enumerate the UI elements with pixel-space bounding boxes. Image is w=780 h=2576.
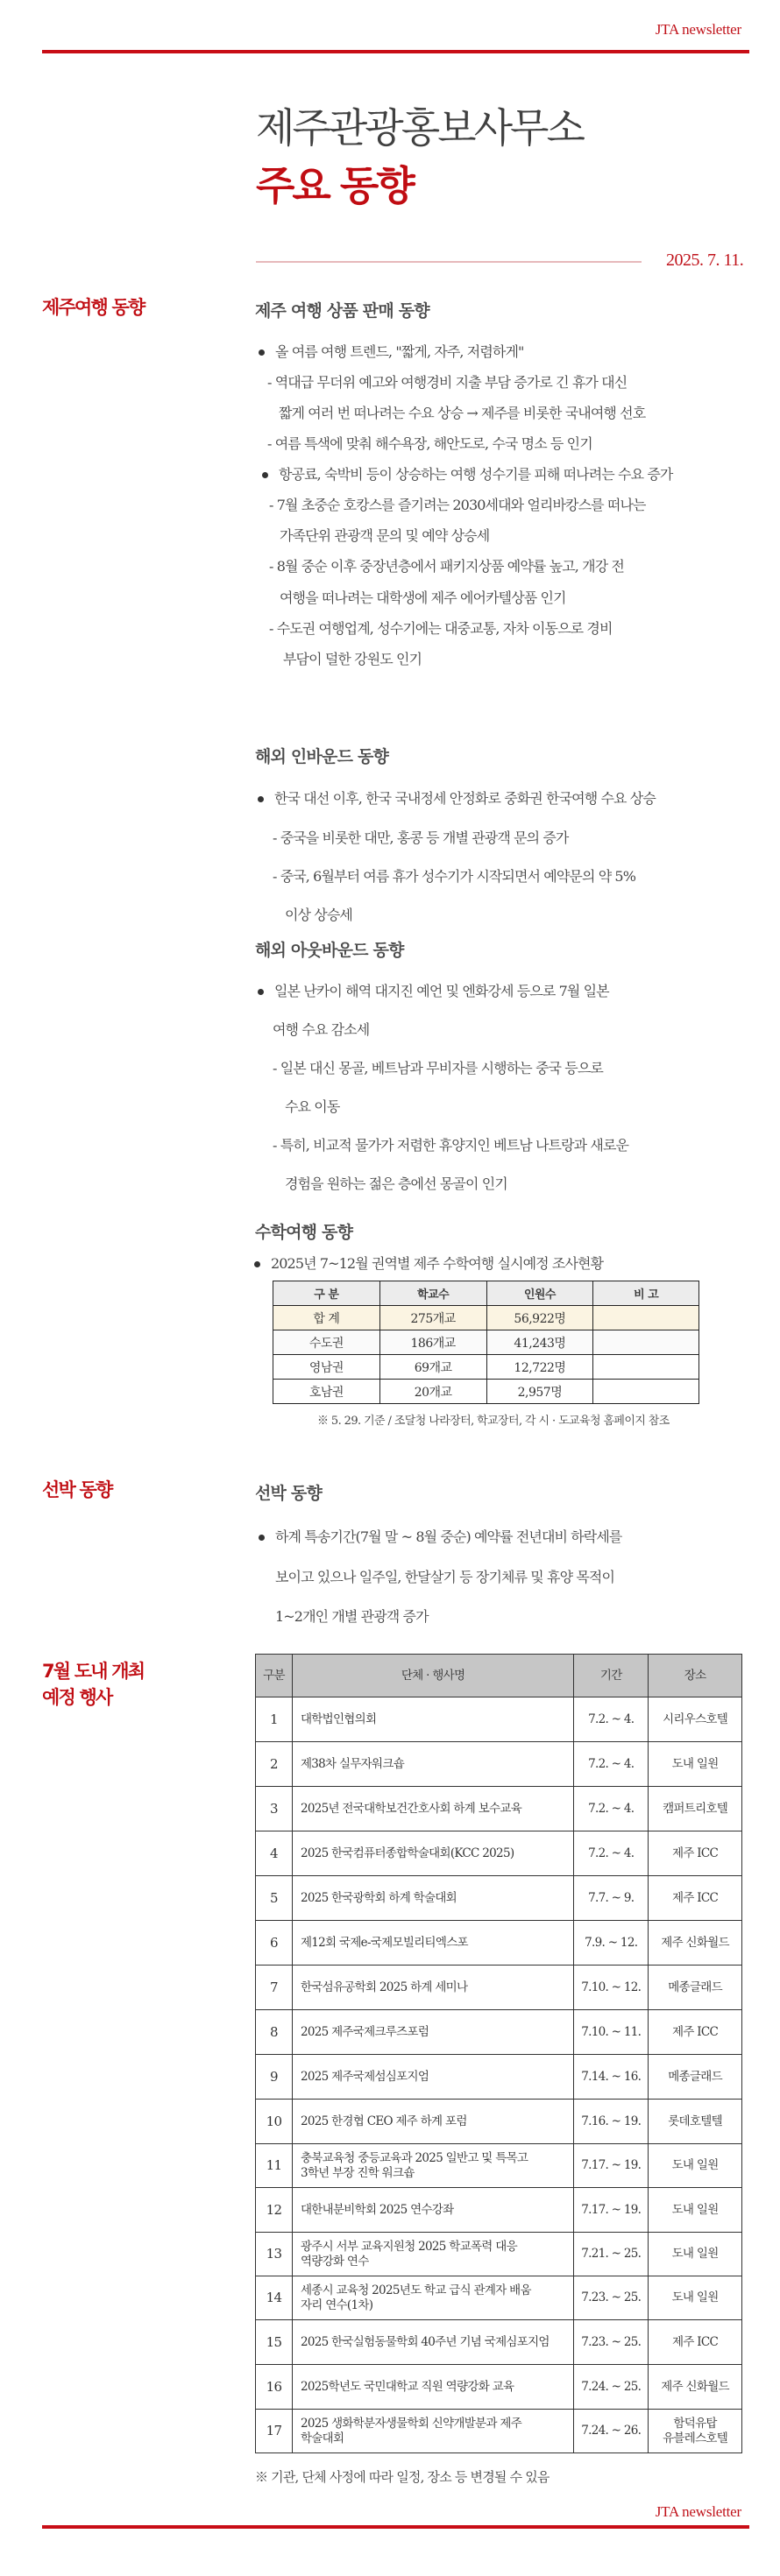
event-period: 7.17. ~ 19. [574,2188,649,2233]
event-number: 5 [256,1876,293,1921]
dash-line: - 중국을 비롯한 대만, 홍콩 등 개별 관광객 문의 증가 [273,829,569,846]
event-name-line1: 2025년 전국대학보건간호사회 하계 보수교육 [300,1801,522,1816]
event-name-line1: 광주시 서부 교육지원청 2025 학교폭력 대응 [300,2239,517,2254]
event-name [292,1697,573,1742]
table-row [256,2365,742,2410]
column-header-period: 기간 [574,1655,649,1697]
table-row [256,2410,742,2453]
event-number: 1 [256,1697,293,1742]
table-cell: 41,243명 [486,1330,593,1355]
dash-line: - 일본 대신 몽골, 베트남과 무비자를 시행하는 중국 등으로 [273,1060,603,1076]
table-cell: 2,957명 [486,1380,593,1404]
table-cell: 12,722명 [486,1355,593,1380]
event-name-line1: 2025 제주국제크루즈포럼 [300,2024,429,2039]
event-place-line1: 메종글래드 [668,1980,722,1994]
table-cell: 56,922명 [486,1306,593,1330]
table-row [256,2144,742,2188]
event-place [649,2233,742,2276]
event-place-line1: 도내 일원 [671,2202,719,2217]
event-number: 12 [256,2188,293,2233]
event-number: 8 [256,2010,293,2055]
event-place [649,1921,742,1966]
table-row [256,2233,742,2276]
table-cell [593,1380,699,1404]
event-place [649,2410,742,2453]
continuation-line: 가족단위 관광객 문의 및 예약 상승세 [280,527,490,544]
event-name-line1: 한국섬유공학회 2025 하계 세미나 [300,1980,468,1994]
event-number: 17 [256,2410,293,2453]
continuation-line: 보이고 있으나 일주일, 한달살기 등 장기체류 및 휴양 목적이 [275,1569,615,1585]
event-place [649,2365,742,2410]
table-row [256,2320,742,2365]
event-period: 7.2. ~ 4. [574,1697,649,1742]
event-name-line1: 충북교육청 중등교육과 2025 일반고 및 특목고 [300,2150,528,2165]
section-label-jeju-travel: 제주여행 동향 [42,297,145,318]
event-period: 7.10. ~ 12. [574,1966,649,2010]
event-name-line1: 제38차 실무자워크숍 [300,1756,405,1771]
event-place-line1: 제주 ICC [672,2334,719,2349]
table-cell: 영남권 [273,1355,380,1380]
event-place [649,1966,742,2010]
event-number: 4 [256,1831,293,1876]
continuation-line: 부담이 덜한 강원도 인기 [283,651,422,667]
table-row [256,2276,742,2320]
column-header: 인원수 [486,1281,593,1306]
event-place [649,2100,742,2144]
dash-line: - 수도권 여행업계, 성수기에는 대중교통, 자차 이동으로 경비 [269,620,613,637]
event-period: 7.14. ~ 16. [574,2055,649,2100]
table-cell: 69개교 [379,1355,486,1380]
event-place-line1: 제주 신화월드 [661,1935,729,1950]
event-period: 7.23. ~ 25. [574,2276,649,2320]
bullet-line: 하계 특송기간(7월 말 ~ 8월 중순) 예약률 전년대비 하락세를 [275,1528,622,1545]
table-cell: 186개교 [379,1330,486,1355]
school-trip-table [273,1281,699,1404]
subheading-inbound: 해외 인바운드 동향 [255,747,389,766]
table-row [256,1876,742,1921]
event-name [292,2010,573,2055]
event-place-line1: 제주 ICC [672,1890,719,1905]
event-name-line1: 2025학년도 국민대학교 직원 역량강화 교육 [300,2379,514,2394]
event-name [292,2055,573,2100]
header-divider [42,50,749,53]
event-period: 7.16. ~ 19. [574,2100,649,2144]
event-period: 7.2. ~ 4. [574,1787,649,1831]
event-name-line2: 학술대회 [300,2431,344,2445]
event-name-line1: 제12회 국제e-국제모빌리티엑스포 [300,1935,468,1950]
table-row [273,1355,699,1380]
event-name-line1: 2025 한국컴퓨터종합학술대회(KCC 2025) [300,1846,514,1860]
issue-date: 2025. 7. 11. [666,251,744,270]
event-name [292,1831,573,1876]
event-place-line1: 메종글래드 [668,2069,722,2084]
date-divider [256,261,642,263]
continuation-line: 이상 상승세 [285,907,352,923]
event-name-line1: 2025 한국광학회 하계 학술대회 [300,1890,457,1905]
continuation-line: 짧게 여러 번 떠나려는 수요 상승 → 제주를 비롯한 국내여행 선호 [279,405,646,421]
newsletter-brand: JTA newsletter [655,21,741,38]
column-header-place: 장소 [649,1655,742,1697]
dash-line: - 7월 초중순 호캉스를 즐기려는 2030세대와 얼리바캉스를 떠나는 [269,497,646,513]
continuation-line: 여행 수요 감소세 [273,1021,370,1038]
column-header: 비 고 [593,1281,699,1306]
event-place-line2: 유블레스호텔 [663,2431,728,2445]
event-place-line1: 함덕유탑 [673,2416,717,2431]
table-cell [593,1330,699,1355]
subheading-product-sales: 제주 여행 상품 판매 동향 [255,301,429,321]
event-number: 6 [256,1921,293,1966]
event-place [649,2188,742,2233]
table-row [256,1697,742,1742]
dash-line: - 8월 중순 이후 중장년층에서 패키지상품 예약률 높고, 개강 전 [269,558,624,575]
table-row [256,2100,742,2144]
footer-divider [42,2525,749,2529]
events-change-note: ※ 기관, 단체 사정에 따라 일정, 장소 등 변경될 수 있음 [255,2469,550,2485]
event-name-line2: 역량강화 연수 [300,2254,369,2269]
event-place-line1: 제주 ICC [672,1846,719,1860]
event-name-line2: 3학년 부장 진학 워크숍 [300,2165,415,2180]
continuation-line: 여행을 떠나려는 대학생에 제주 에어카텔상품 인기 [280,589,566,606]
event-place [649,1787,742,1831]
event-period: 7.9. ~ 12. [574,1921,649,1966]
event-place [649,1831,742,1876]
continuation-line: 1~2개인 개별 관광객 증가 [275,1608,429,1625]
page-subtitle: 주요 동향 [256,162,413,209]
event-number: 2 [256,1742,293,1787]
event-number: 3 [256,1787,293,1831]
column-header: 구 분 [273,1281,380,1306]
table-row [256,2188,742,2233]
event-name-line1: 대한내분비학회 2025 연수강좌 [300,2202,454,2217]
event-name-line1: 2025 한경협 CEO 제주 하계 포럼 [300,2114,467,2128]
event-place [649,1697,742,1742]
table-header-row [256,1655,742,1697]
event-number: 16 [256,2365,293,2410]
event-place-line1: 도내 일원 [671,2247,719,2261]
table-row [273,1330,699,1355]
event-name [292,2233,573,2276]
event-name-line1: 세종시 교육청 2025년도 학교 급식 관계자 배움 [300,2283,531,2297]
event-name-line1: 대학법인협의회 [300,1711,377,1726]
subheading-school-trip: 수학여행 동향 [255,1223,353,1242]
bullet-line: 항공료, 숙박비 등이 상승하는 여행 성수기를 피해 떠나려는 수요 증가 [279,466,673,483]
event-period: 7.21. ~ 25. [574,2233,649,2276]
event-period: 7.17. ~ 19. [574,2144,649,2188]
page-title: 제주관광홍보사무소 [256,104,583,152]
table-row [273,1380,699,1404]
dash-line: - 중국, 6월부터 여름 휴가 성수기가 시작되면서 예약문의 약 5% [273,868,636,885]
table-row [256,1787,742,1831]
event-name [292,2320,573,2365]
event-period: 7.2. ~ 4. [574,1742,649,1787]
dash-line: - 특히, 비교적 물가가 저렴한 휴양지인 베트남 나트랑과 새로운 [273,1137,629,1154]
event-number: 11 [256,2144,293,2188]
event-period: 7.7. ~ 9. [574,1876,649,1921]
bullet-line: 일본 난카이 해역 대지진 예언 및 엔화강세 등으로 7월 일본 [274,983,609,999]
event-place-line1: 롯데호텔텔 [668,2114,722,2128]
table-row [256,2010,742,2055]
event-name [292,1921,573,1966]
dash-line: - 여름 특색에 맞춰 해수욕장, 해안도로, 수국 명소 등 인기 [267,435,592,452]
events-table [255,1654,742,2453]
table-row [256,1742,742,1787]
continuation-line: 수요 이동 [285,1098,340,1115]
event-place [649,2144,742,2188]
event-period: 7.24. ~ 25. [574,2365,649,2410]
table-cell [593,1355,699,1380]
event-name-line2: 자리 연수(1차) [300,2297,373,2312]
column-header-no: 구분 [256,1655,293,1697]
table-row [256,1831,742,1876]
column-header: 학교수 [379,1281,486,1306]
bullet-line: 2025년 7~12월 권역별 제주 수학여행 실시예정 조사현황 [271,1255,604,1272]
event-number: 9 [256,2055,293,2100]
event-place-line1: 도내 일원 [671,2290,719,2304]
event-name [292,2365,573,2410]
dash-line: - 역대급 무더위 예고와 여행경비 지출 부담 증가로 긴 휴가 대신 [267,374,628,391]
event-place-line1: 시리우스호텔 [663,1711,728,1726]
event-place [649,2055,742,2100]
bullet-line: 올 여름 여행 트렌드, "짧게, 자주, 저렴하게" [275,343,524,360]
event-number: 10 [256,2100,293,2144]
event-period: 7.23. ~ 25. [574,2320,649,2365]
event-place [649,2010,742,2055]
event-place [649,1876,742,1921]
table-cell: 합 계 [273,1306,380,1330]
event-name-line1: 2025 한국실험동물학회 40주년 기념 국제심포지엄 [300,2334,550,2349]
section-label-events [42,1658,144,1711]
table-cell: 수도권 [273,1330,380,1355]
subheading-outbound: 해외 아웃바운드 동향 [255,941,404,960]
event-number: 14 [256,2276,293,2320]
section-label-ship: 선박 동향 [42,1479,112,1500]
table-row [256,1966,742,2010]
event-place-line1: 제주 ICC [672,2024,719,2039]
section-label-events-line1: 7월 도내 개최 [42,1661,145,1682]
subheading-ship: 선박 동향 [255,1484,323,1503]
event-name [292,1742,573,1787]
event-name [292,2100,573,2144]
event-name [292,2410,573,2453]
event-name [292,2144,573,2188]
event-number: 15 [256,2320,293,2365]
event-number: 7 [256,1966,293,2010]
event-name [292,2188,573,2233]
table-row [256,2055,742,2100]
event-name [292,1876,573,1921]
footer-brand: JTA newsletter [655,2503,741,2520]
event-period: 7.24. ~ 26. [574,2410,649,2453]
event-name-line1: 2025 제주국제섬심포지엄 [300,2069,429,2084]
school-trip-source-note: ※ 5. 29. 기준 / 조달청 나라장터, 학교장터, 각 시 · 도교육청 홈페이지 참조 [317,1415,670,1428]
column-header-name: 단체 · 행사명 [292,1655,573,1697]
event-place [649,2320,742,2365]
event-period: 7.10. ~ 11. [574,2010,649,2055]
bullet-line: 한국 대선 이후, 한국 국내정세 안정화로 중화권 한국여행 수요 상승 [274,790,656,807]
event-place-line1: 도내 일원 [671,2158,719,2172]
section-label-events-line2: 예정 행사 [42,1687,112,1708]
table-cell: 20개교 [379,1380,486,1404]
event-place [649,2276,742,2320]
event-place-line1: 캠퍼트리호텔 [663,1801,728,1816]
event-place [649,1742,742,1787]
table-cell: 호남권 [273,1380,380,1404]
event-period: 7.2. ~ 4. [574,1831,649,1876]
table-cell [593,1306,699,1330]
event-name [292,1966,573,2010]
event-number: 13 [256,2233,293,2276]
event-place-line1: 도내 일원 [671,1756,719,1771]
event-name [292,2276,573,2320]
table-row-total [273,1306,699,1330]
event-name [292,1787,573,1831]
table-cell: 275개교 [379,1306,486,1330]
event-place-line1: 제주 신화월드 [661,2379,729,2394]
event-name-line1: 2025 생화학분자생물학회 신약개발분과 제주 [300,2416,522,2431]
table-header-row [273,1281,699,1306]
table-row [256,1921,742,1966]
continuation-line: 경험을 원하는 젊은 층에선 몽골이 인기 [285,1175,507,1192]
